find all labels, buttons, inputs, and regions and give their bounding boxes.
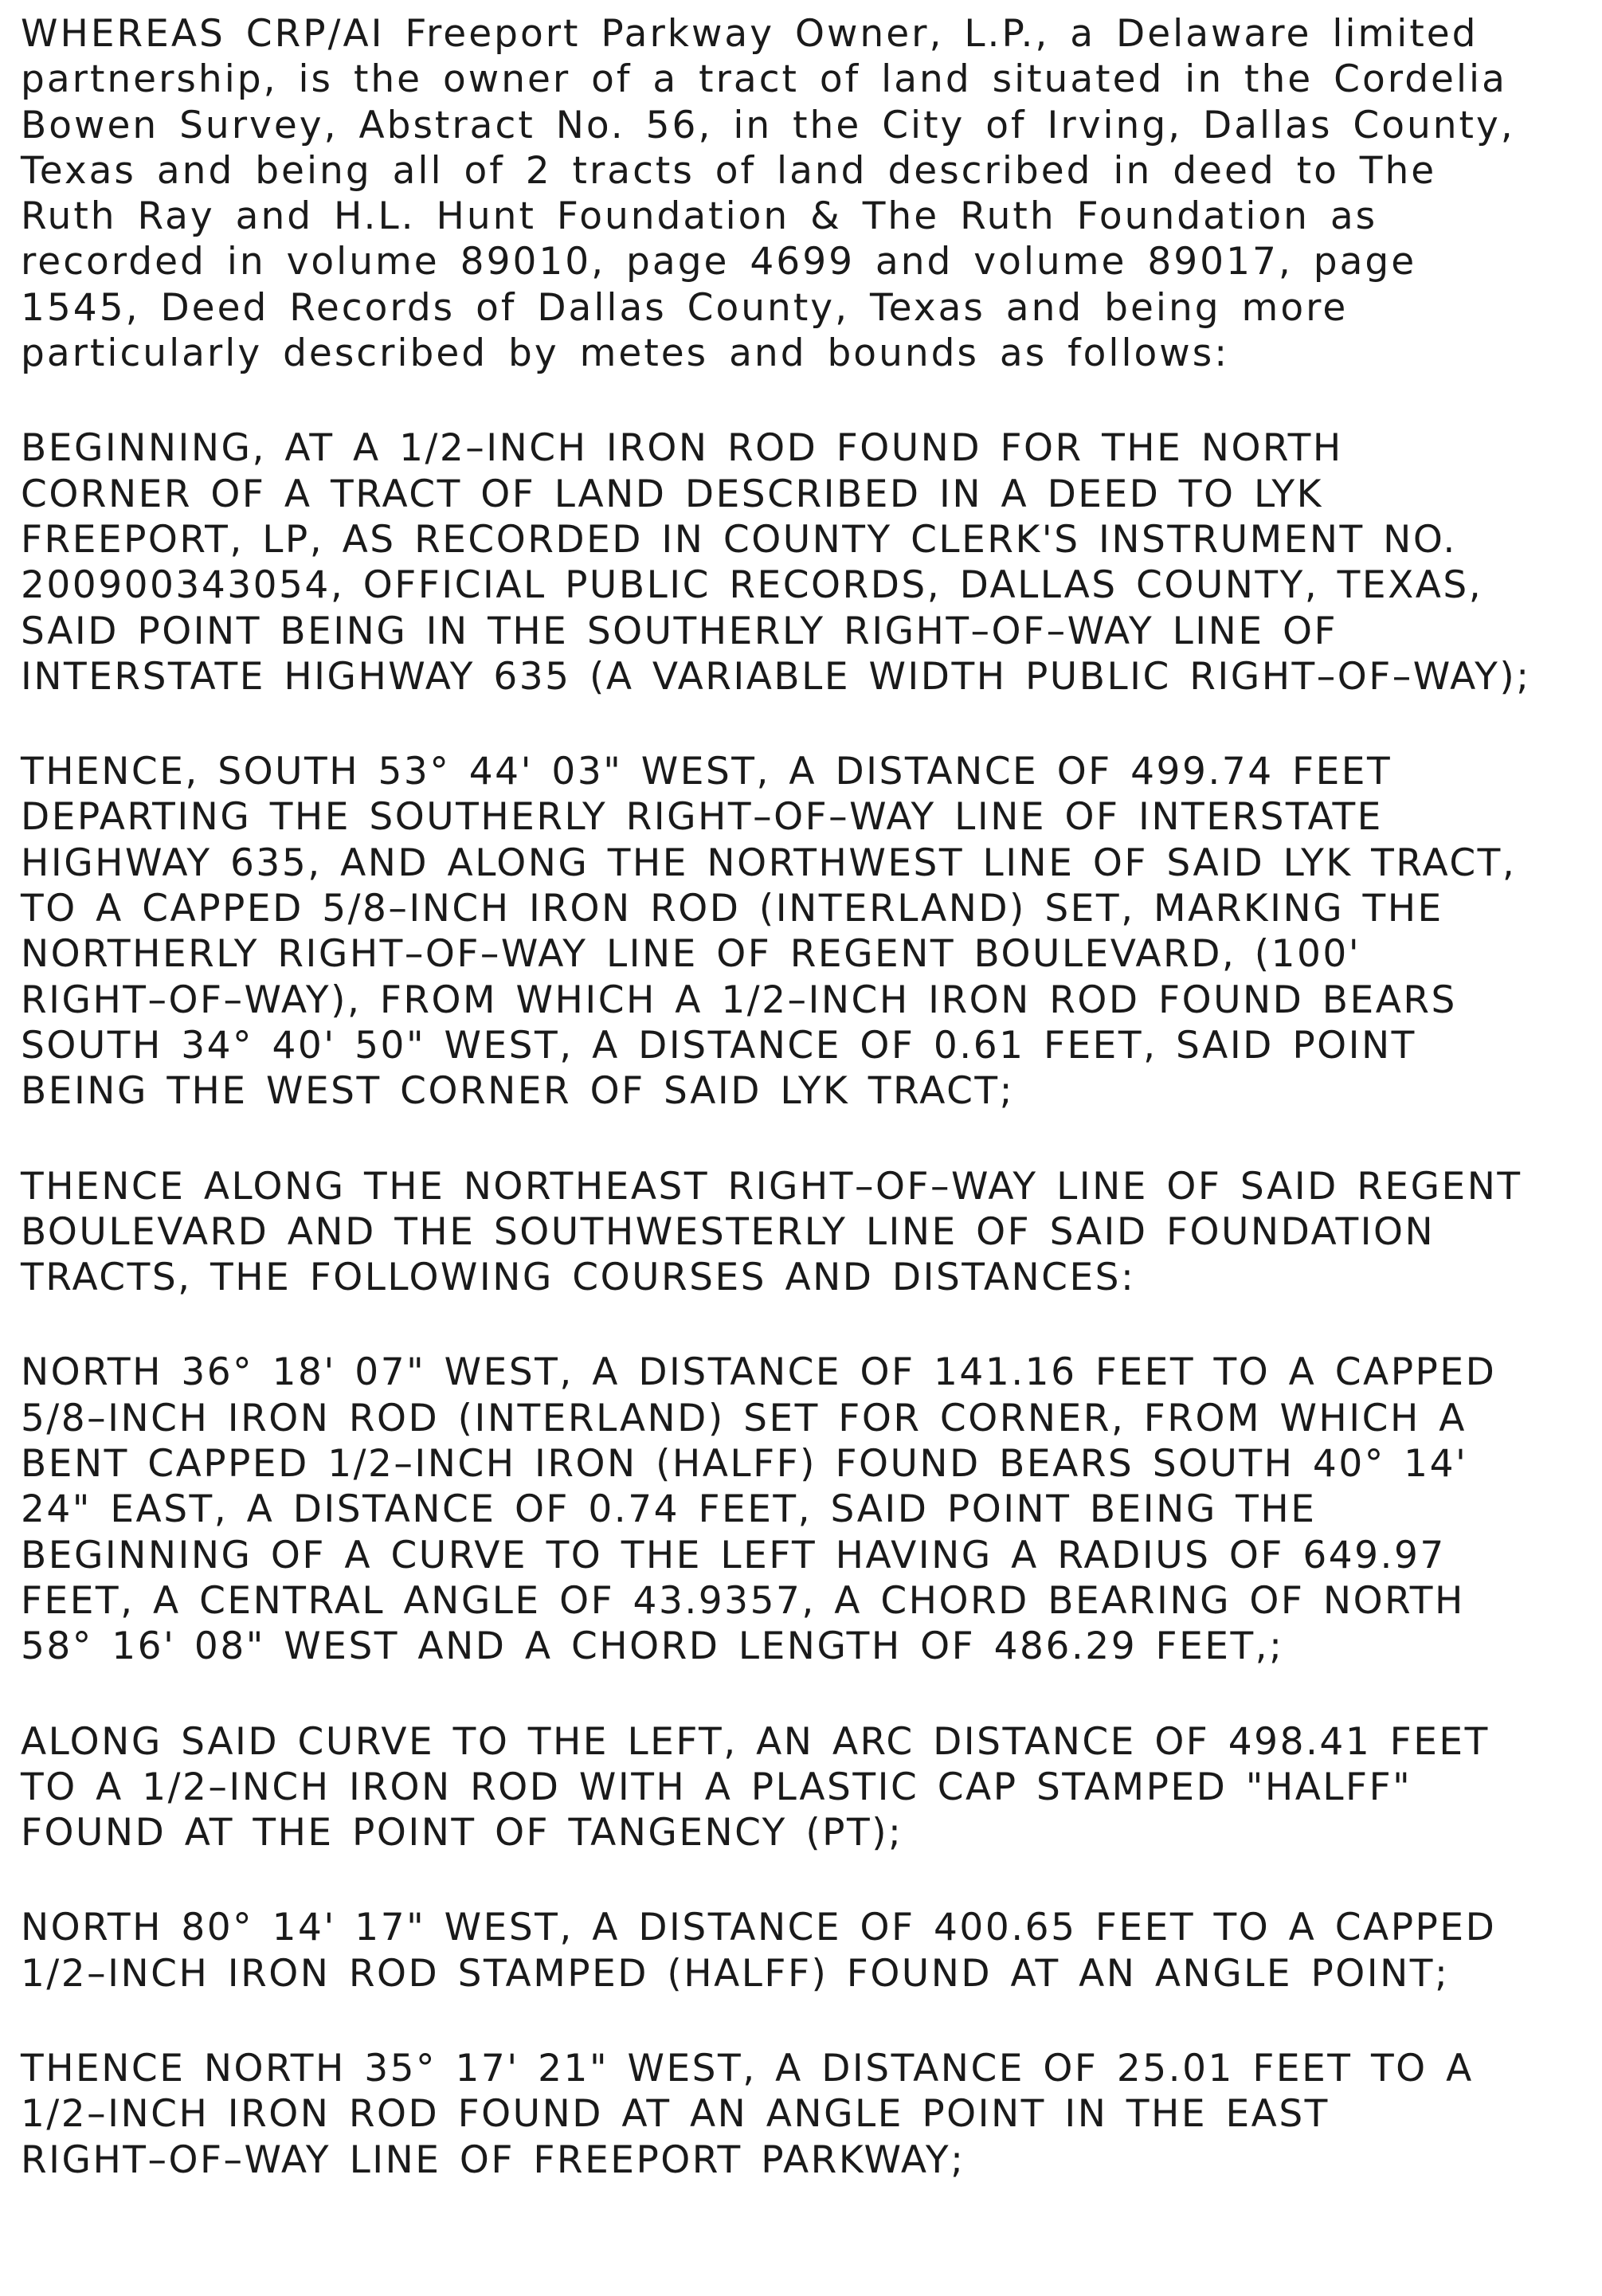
courses-intro-paragraph <box>21 1164 1582 1301</box>
text-line: NORTH 80° 14' 17" WEST, A DISTANCE OF 400.65 FEET TO A CAPPED <box>21 1906 1497 1950</box>
text-line: BENT CAPPED 1/2–INCH IRON (HALFF) FOUND BEARS SOUTH 40° 14' <box>21 1442 1468 1487</box>
whereas-paragraph <box>21 11 1582 376</box>
text-line: recorded in volume 89010, page 4699 and volume 89017, page <box>21 240 1417 284</box>
text-line: FREEPORT, LP, AS RECORDED IN COUNTY CLERK'S INSTRUMENT NO. <box>21 517 1457 562</box>
text-line: 1545, Deed Records of Dallas County, Texas and being more <box>21 285 1349 330</box>
text-line: 200900343054, OFFICIAL PUBLIC RECORDS, DALLAS COUNTY, TEXAS, <box>21 563 1483 608</box>
text-line: Texas and being all of 2 tracts of land described in deed to The <box>21 148 1437 193</box>
text-line: 58° 16' 08" WEST AND A CHORD LENGTH OF 486.29 FEET,; <box>21 1624 1284 1669</box>
text-line: THENCE, SOUTH 53° 44' 03" WEST, A DISTANCE OF 499.74 FEET <box>21 750 1392 794</box>
text-line: Ruth Ray and H.L. Hunt Foundation & The Ruth Foundation as <box>21 194 1378 239</box>
text-line: RIGHT–OF–WAY LINE OF FREEPORT PARKWAY; <box>21 2137 966 2182</box>
text-line: BOULEVARD AND THE SOUTHWESTERLY LINE OF SAID FOUNDATION <box>21 1209 1436 1254</box>
text-line: THENCE NORTH 35° 17' 21" WEST, A DISTANCE OF 25.01 FEET TO A <box>21 2046 1474 2090</box>
course-paragraph-south-53 <box>21 749 1582 1114</box>
text-line: ALONG SAID CURVE TO THE LEFT, AN ARC DISTANCE OF 498.41 FEET <box>21 1719 1490 1764</box>
text-line: TRACTS, THE FOLLOWING COURSES AND DISTANCES: <box>21 1256 1136 1300</box>
text-line: 1/2–INCH IRON ROD STAMPED (HALFF) FOUND AT AN ANGLE POINT; <box>21 1951 1450 1996</box>
text-line: partnership, is the owner of a tract of land situated in the Cordelia <box>21 57 1507 102</box>
text-line: BEGINNING OF A CURVE TO THE LEFT HAVING A RADIUS OF 649.97 <box>21 1533 1446 1577</box>
course-paragraph-north-35 <box>21 2046 1582 2183</box>
curve-paragraph <box>21 1719 1582 1856</box>
course-paragraph-north-80 <box>21 1905 1582 1996</box>
text-line: FOUND AT THE POINT OF TANGENCY (PT); <box>21 1811 903 1855</box>
course-paragraph-north-36 <box>21 1350 1582 1669</box>
text-line: RIGHT–OF–WAY), FROM WHICH A 1/2–INCH IRON ROD FOUND BEARS <box>21 978 1457 1022</box>
text-line: particularly described by metes and bounds as follows: <box>21 331 1230 376</box>
text-line: INTERSTATE HIGHWAY 635 (A VARIABLE WIDTH PUBLIC RIGHT–OF–WAY); <box>21 654 1531 699</box>
text-line: TO A CAPPED 5/8–INCH IRON ROD (INTERLAND) SET, MARKING THE <box>21 887 1443 931</box>
text-line: SOUTH 34° 40' 50" WEST, A DISTANCE OF 0.61 FEET, SAID POINT <box>21 1023 1416 1068</box>
text-line: NORTH 36° 18' 07" WEST, A DISTANCE OF 141.16 FEET TO A CAPPED <box>21 1350 1497 1395</box>
text-line: NORTHERLY RIGHT–OF–WAY LINE OF REGENT BOULEVARD, (100' <box>21 932 1361 977</box>
text-line: 24" EAST, A DISTANCE OF 0.74 FEET, SAID POINT BEING THE <box>21 1487 1317 1532</box>
text-line: TO A 1/2–INCH IRON ROD WITH A PLASTIC CAP STAMPED "HALFF" <box>21 1765 1412 1809</box>
text-line: THENCE ALONG THE NORTHEAST RIGHT–OF–WAY LINE OF SAID REGENT <box>21 1164 1522 1209</box>
legal-description-document <box>21 11 1582 2232</box>
text-line: FEET, A CENTRAL ANGLE OF 43.9357, A CHORD BEARING OF NORTH <box>21 1578 1465 1623</box>
beginning-paragraph <box>21 425 1582 699</box>
text-line: Bowen Survey, Abstract No. 56, in the City of Irving, Dallas County, <box>21 103 1515 147</box>
text-line: BEGINNING, AT A 1/2–INCH IRON ROD FOUND FOR THE NORTH <box>21 426 1343 471</box>
text-line: 5/8–INCH IRON ROD (INTERLAND) SET FOR CORNER, FROM WHICH A <box>21 1396 1467 1440</box>
text-line: CORNER OF A TRACT OF LAND DESCRIBED IN A DEED TO LYK <box>21 472 1323 516</box>
text-line: HIGHWAY 635, AND ALONG THE NORTHWEST LINE OF SAID LYK TRACT, <box>21 840 1517 885</box>
text-line: WHEREAS CRP/AI Freeport Parkway Owner, L.P., a Delaware limited <box>21 12 1479 56</box>
text-line: DEPARTING THE SOUTHERLY RIGHT–OF–WAY LINE OF INTERSTATE <box>21 795 1383 840</box>
text-line: BEING THE WEST CORNER OF SAID LYK TRACT; <box>21 1069 1014 1114</box>
text-line: SAID POINT BEING IN THE SOUTHERLY RIGHT–OF–WAY LINE OF <box>21 609 1338 653</box>
text-line: 1/2–INCH IRON ROD FOUND AT AN ANGLE POINT IN THE EAST <box>21 2092 1330 2137</box>
